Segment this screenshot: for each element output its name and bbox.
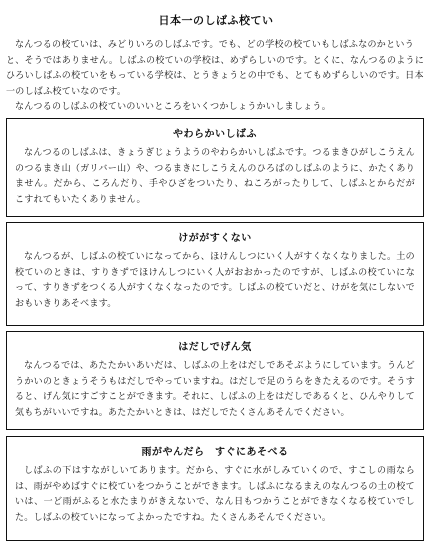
section-box-fewer-injuries bbox=[6, 222, 424, 326]
section-box-after-rain bbox=[6, 436, 424, 541]
intro-paragraph-1: なんつるの校ていは、みどりいろのしばふです。でも、どの学校の校ていもしばふなのかというと、そうではありません。しばふの校ていの学校は、めずらしいのです。とくに、なんつるのようにひろいしばふの校ていをもっている学校は、とうきょうとの中でも、とてもめずらしいのです。日本一のしばふ校ていなのです。 bbox=[6, 40, 425, 97]
section-heading: やわらかいしばふ bbox=[173, 129, 257, 140]
section-body: なんつるが、しばふの校ていになってから、ほけんしつにいく人がすくなくなりました。土の校ていのときは、すりきずでほけんしつにいく人がおおかったのですが、しばふの校ていになって、すりきずをつくる人がすくなくなったのです。しばふの校ていだと、けがを気にしないでおもいきりあそべます。 bbox=[15, 252, 415, 309]
section-box-soft-grass bbox=[6, 118, 424, 217]
section-body: なんつるでは、あたたかいあいだは、しばふの上をはだしであそぶようにしています。うんどうかいのときょうそうもはだしでやっていますね。はだしで足のうらをきたえるのです。そうすると、げん気にすごすことができます。それに、しばふの上をはだしであるくと、ひんやりして気もちがいいですね。あたたかいときは、はだしでたくさんあそんでください。 bbox=[15, 361, 415, 418]
section-heading: はだしでげん気 bbox=[178, 342, 252, 353]
document-title: 日本一のしばふ校てい bbox=[158, 14, 274, 27]
section-box-barefoot bbox=[6, 331, 424, 430]
intro-paragraph-2: なんつるのしばふの校ていのいいところをいくつかしょうかいしましょう。 bbox=[15, 102, 332, 112]
section-body: しばふの下はすながしいてあります。だから、すぐに水がしみていくので、すこしの雨ならは、雨がやめばすぐに校ていをつかうことができます。しばふになるまえのなんつるの土の校ていは、一ど雨がふると水たまりがきえないで、なん日もつかうことができなくなる校ていでした。しばふの校ていになってよかったですね。たくさんあそんでください。 bbox=[15, 466, 415, 523]
section-body: なんつるのしばふは、きょうぎじょうようのやわらかいしばふです。つるまきひがしこうえんのつるまき山（ガリバー山）や、つるまきにしこうえんのひろばのしばふのように、かたくありません。だから、ころんだり、手やひざをついたり、ねころがったりして、しばふとからだがこすれてもいたくありません。 bbox=[15, 148, 415, 205]
section-heading: けががすくない bbox=[178, 233, 252, 244]
section-heading: 雨がやんだら すぐにあそべる bbox=[141, 447, 289, 458]
intro-text bbox=[6, 38, 426, 116]
